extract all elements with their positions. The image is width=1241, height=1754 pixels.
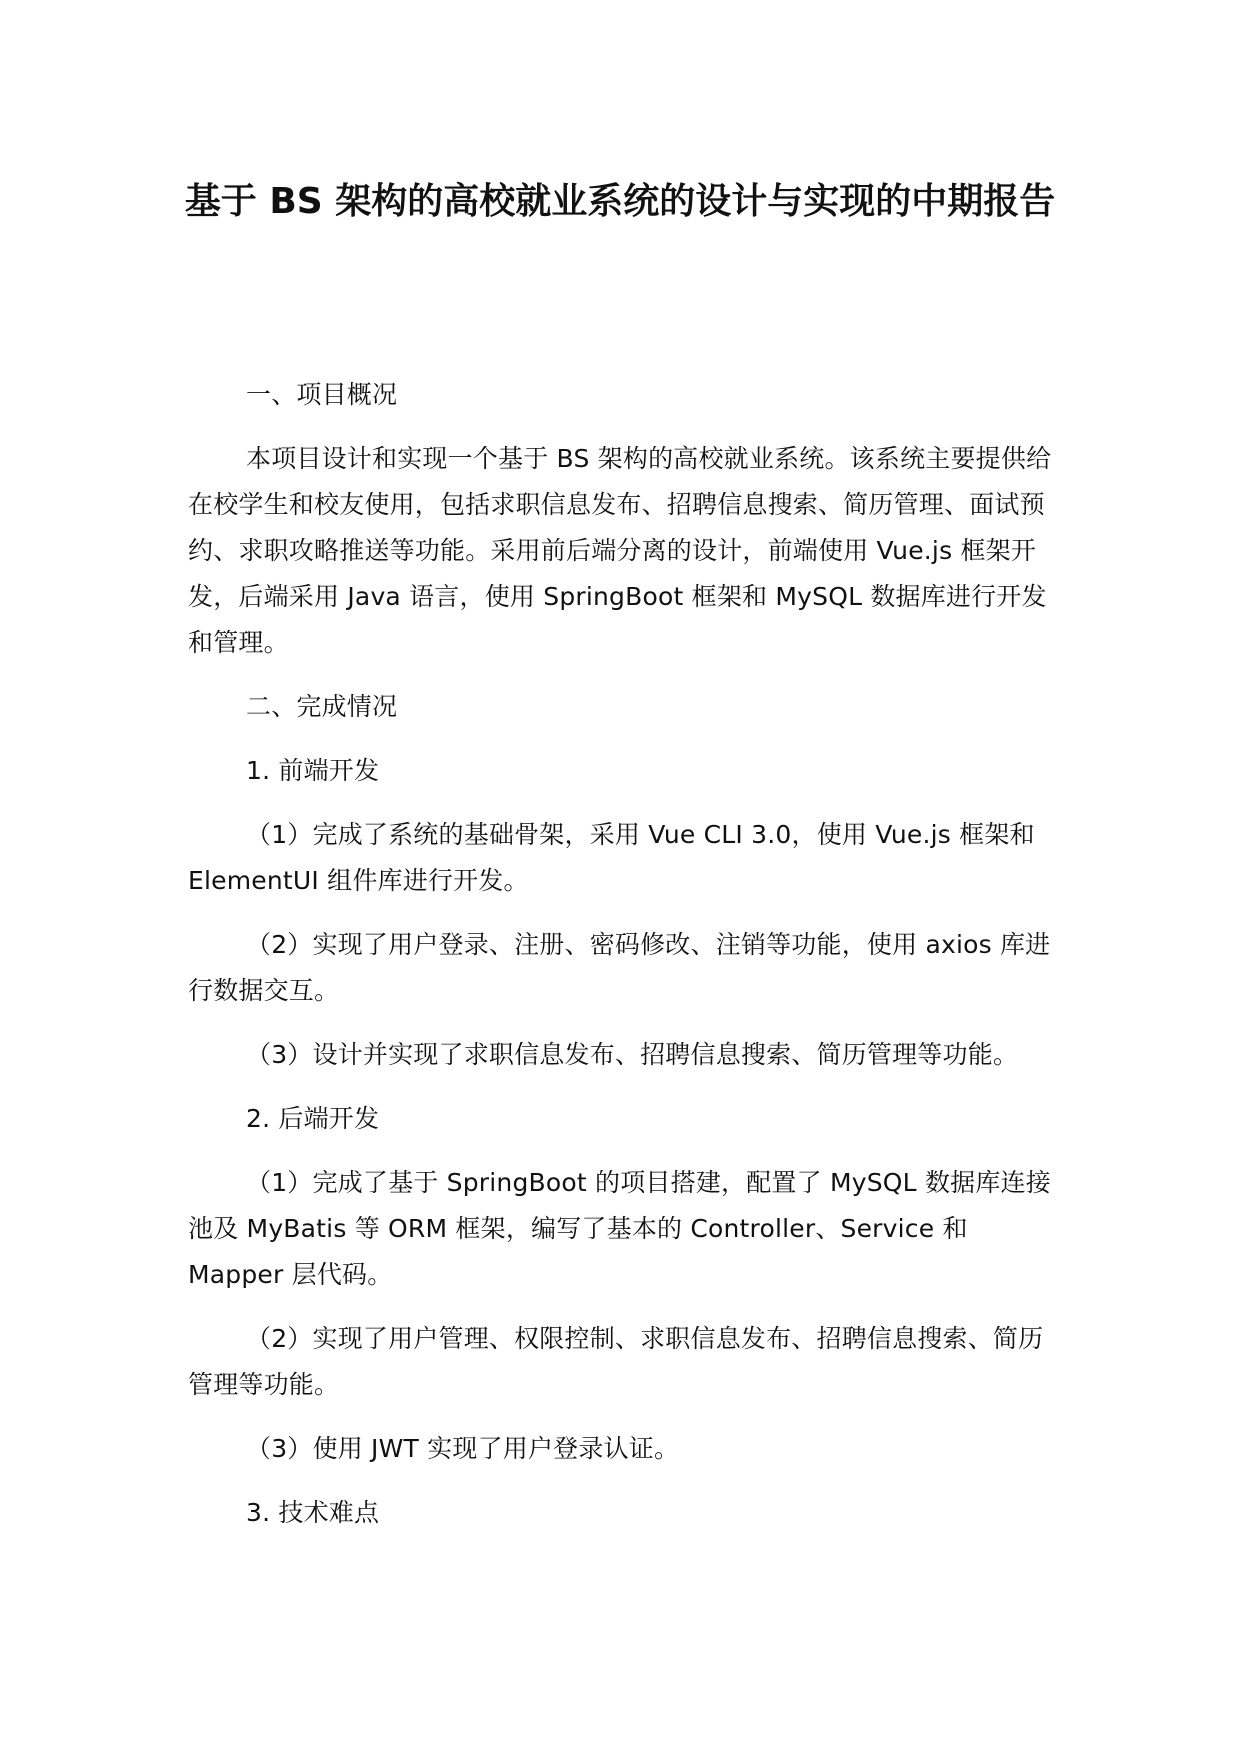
paragraph-frontend-1: （1）完成了系统的基础骨架，采用 Vue CLI 3.0，使用 Vue.js 框架和 ElementUI 组件库进行开发。 <box>188 820 1035 895</box>
document-title: 基于 BS 架构的高校就业系统的设计与实现的中期报告 <box>184 181 1056 222</box>
paragraph-backend-2: （2）实现了用户管理、权限控制、求职信息发布、招聘信息搜索、简历管理等功能。 <box>188 1324 1044 1399</box>
paragraph-frontend-2: （2）实现了用户登录、注册、密码修改、注销等功能，使用 axios 库进行数据交互。 <box>188 930 1051 1005</box>
subheading-frontend: 1. 前端开发 <box>246 756 380 785</box>
subheading-technical-difficulties: 3. 技术难点 <box>246 1498 380 1527</box>
document-body <box>188 372 1068 1554</box>
subheading-backend: 2. 后端开发 <box>246 1104 380 1133</box>
paragraph-frontend-3: （3）设计并实现了求职信息发布、招聘信息搜索、简历管理等功能。 <box>246 1040 1019 1069</box>
paragraph-overview: 本项目设计和实现一个基于 BS 架构的高校就业系统。该系统主要提供给在校学生和校友使用，包括求职信息发布、招聘信息搜索、简历管理、面试预约、求职攻略推送等功能。采用前后端分离的设计，前端使用 Vue.js 框架开发，后端采用 Java 语言，使用 SpringBoot 框架和 MySQL 数据库进行开发和管理。 <box>188 444 1052 657</box>
section-heading-progress: 二、完成情况 <box>246 692 398 721</box>
section-heading-overview: 一、项目概况 <box>246 380 398 409</box>
paragraph-backend-3: （3）使用 JWT 实现了用户登录认证。 <box>246 1434 680 1463</box>
paragraph-backend-1: （1）完成了基于 SpringBoot 的项目搭建，配置了 MySQL 数据库连接池及 MyBatis 等 ORM 框架，编写了基本的 Controller、Service 和 Mapper 层代码。 <box>188 1168 1051 1289</box>
